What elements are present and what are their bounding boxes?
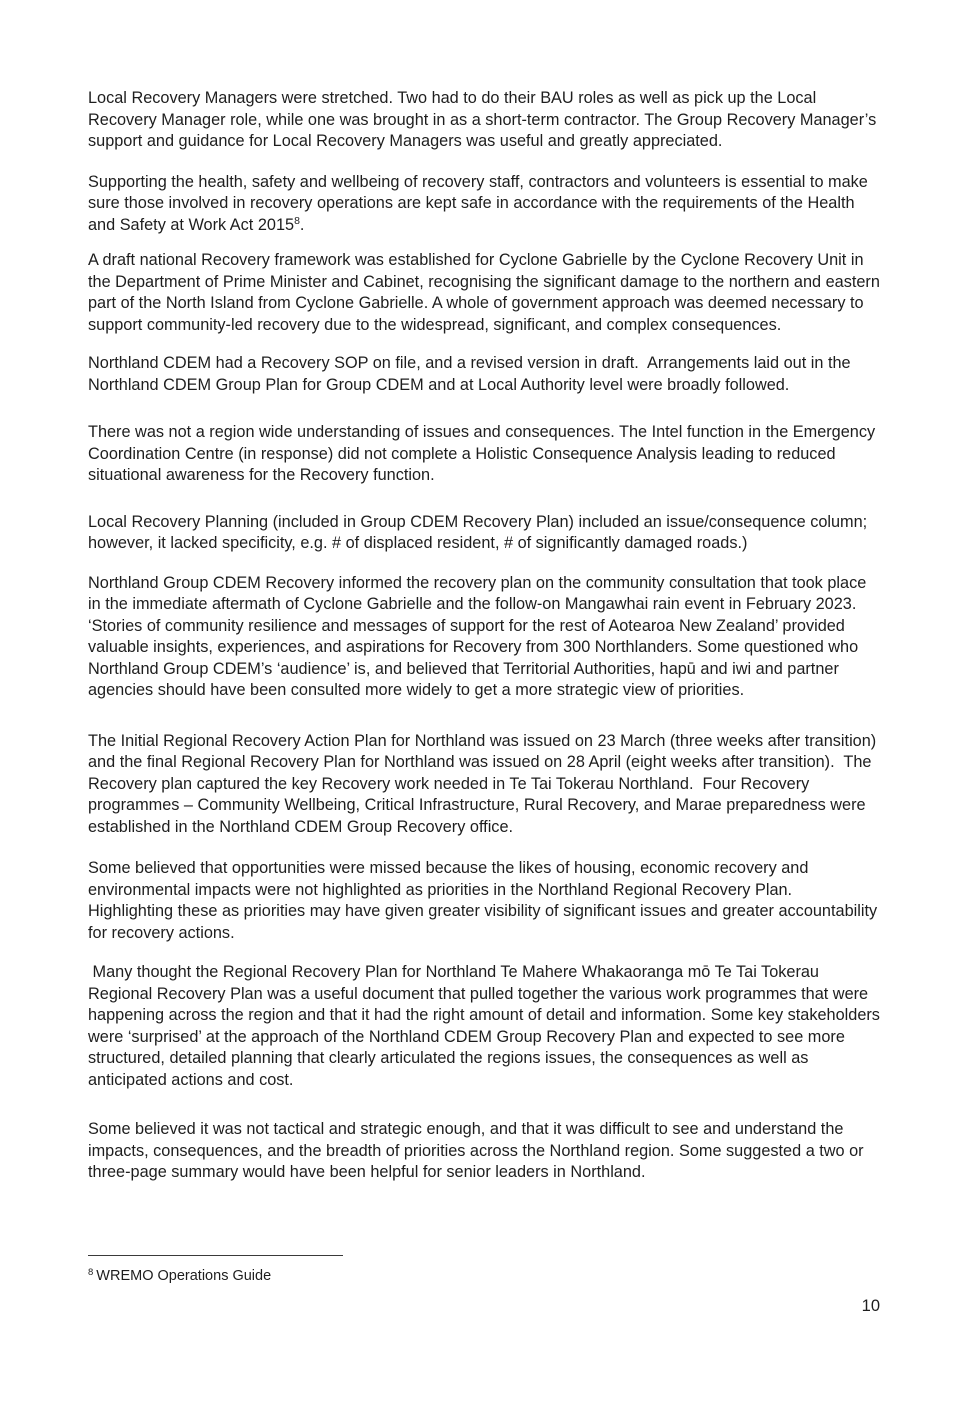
paragraph-health-safety-period: . — [299, 215, 305, 234]
paragraph-regional-recovery-action-plan: The Initial Regional Recovery Action Plan for Northland was issued on 23 March (three weeks after transition) and the final Regional Recovery Plan for Northland was issued on 28 April (eight weeks after transition). The Recovery plan captured the key Recovery work needed in Te Tai Tokerau Northland. Four Recovery programmes – Community Wellbeing, Critical Infrastructure, Rural Recovery, and Marae preparedness were established in the Northland CDEM Group Recovery office. — [88, 731, 881, 836]
footnote-marker: 8 — [88, 1267, 94, 1278]
page-content — [88, 88, 885, 1184]
paragraph-local-recovery-planning: Local Recovery Planning (included in Group CDEM Recovery Plan) included an issue/consequence column; however, it lacked specificity, e.g. # of displaced resident, # of significantly damaged roads.) — [88, 512, 872, 552]
paragraph-health-safety-text: Supporting the health, safety and wellbeing of recovery staff, contractors and volunteers is essential to make sure those involved in recovery operations are kept safe in accordance with the requirements of the Health and Safety at Work Act 2015 — [88, 172, 873, 234]
footnote-separator — [88, 1255, 343, 1256]
footnote — [88, 1255, 881, 1285]
page-number: 10 — [861, 1297, 880, 1315]
paragraph-health-safety — [88, 172, 881, 237]
footnote-text: WREMO Operations Guide — [96, 1268, 272, 1284]
paragraph-recovery-sop: Northland CDEM had a Recovery SOP on file, and a revised version in draft. Arrangements laid out in the Northland CDEM Group Plan for Group CDEM and at Local Authority level were broadly followed. — [88, 354, 856, 394]
paragraph-missed-opportunities: Some believed that opportunities were missed because the likes of housing, economic recovery and environmental impacts were not highlighted as priorities in the Northland Regional Recovery Plan. Highlighting these as priorities may have given greater visibility of significant issues and greater accountability for recovery actions. — [88, 859, 882, 942]
paragraph-community-consultation: Northland Group CDEM Recovery informed the recovery plan on the community consultation that took place in the immediate aftermath of Cyclone Gabrielle and the follow-on Mangawhai rain event in February 2023. ‘Stories of community resilience and messages of support for the rest of Aotearoa New Zealand’ provided valuable insights, experiences, and aspirations for Recovery from 300 Northlanders. Some questioned who Northland Group CDEM’s ‘audience’ is, and believed that Territorial Authorities, hapū and iwi and partner agencies should have been consulted more widely to get a more strategic view of priorities. — [88, 573, 871, 699]
paragraph-not-tactical-strategic: Some believed it was not tactical and strategic enough, and that it was difficult to see and understand the impacts, consequences, and the breadth of priorities across the Northland region. Some suggested a two or three-page summary would have been helpful for senior leaders in Northland. — [88, 1120, 869, 1181]
footnote-reference-8: 8 — [294, 214, 300, 227]
paragraph-local-recovery-managers: Local Recovery Managers were stretched. Two had to do their BAU roles as well as pick up the Local Recovery Manager role, while one was brought in as a short-term contractor. The Group Recovery Manager’s support and guidance for Local Recovery Managers was useful and greatly appreciated. — [88, 89, 881, 150]
paragraph-region-wide-understanding: There was not a region wide understanding of issues and consequences. The Intel function in the Emergency Coordination Centre (in response) did not complete a Holistic Consequence Analysis leading to reduced situational awareness for the Recovery function. — [88, 423, 880, 484]
footnote-line — [88, 1267, 881, 1285]
paragraph-regional-recovery-plan-usefulness: Many thought the Regional Recovery Plan for Northland Te Mahere Whakaoranga mō Te Tai Tokerau Regional Recovery Plan was a useful document that pulled together the various work programmes that were happening across the region and that it had the right amount of detail and information. Some key stakeholders were ‘surprised’ at the approach of the Northland CDEM Group Recovery Plan and expected to see more structured, detailed planning that clearly articulated the regions issues, the consequences as well as anticipated actions and cost. — [88, 963, 885, 1089]
paragraph-national-recovery-framework: A draft national Recovery framework was established for Cyclone Gabrielle by the Cyclone Recovery Unit in the Department of Prime Minister and Cabinet, recognising the significant damage to the northern and eastern part of the North Island from Cyclone Gabrielle. A whole of government approach was deemed necessary to support community-led recovery due to the widespread, significant, and complex consequences. — [88, 251, 885, 334]
